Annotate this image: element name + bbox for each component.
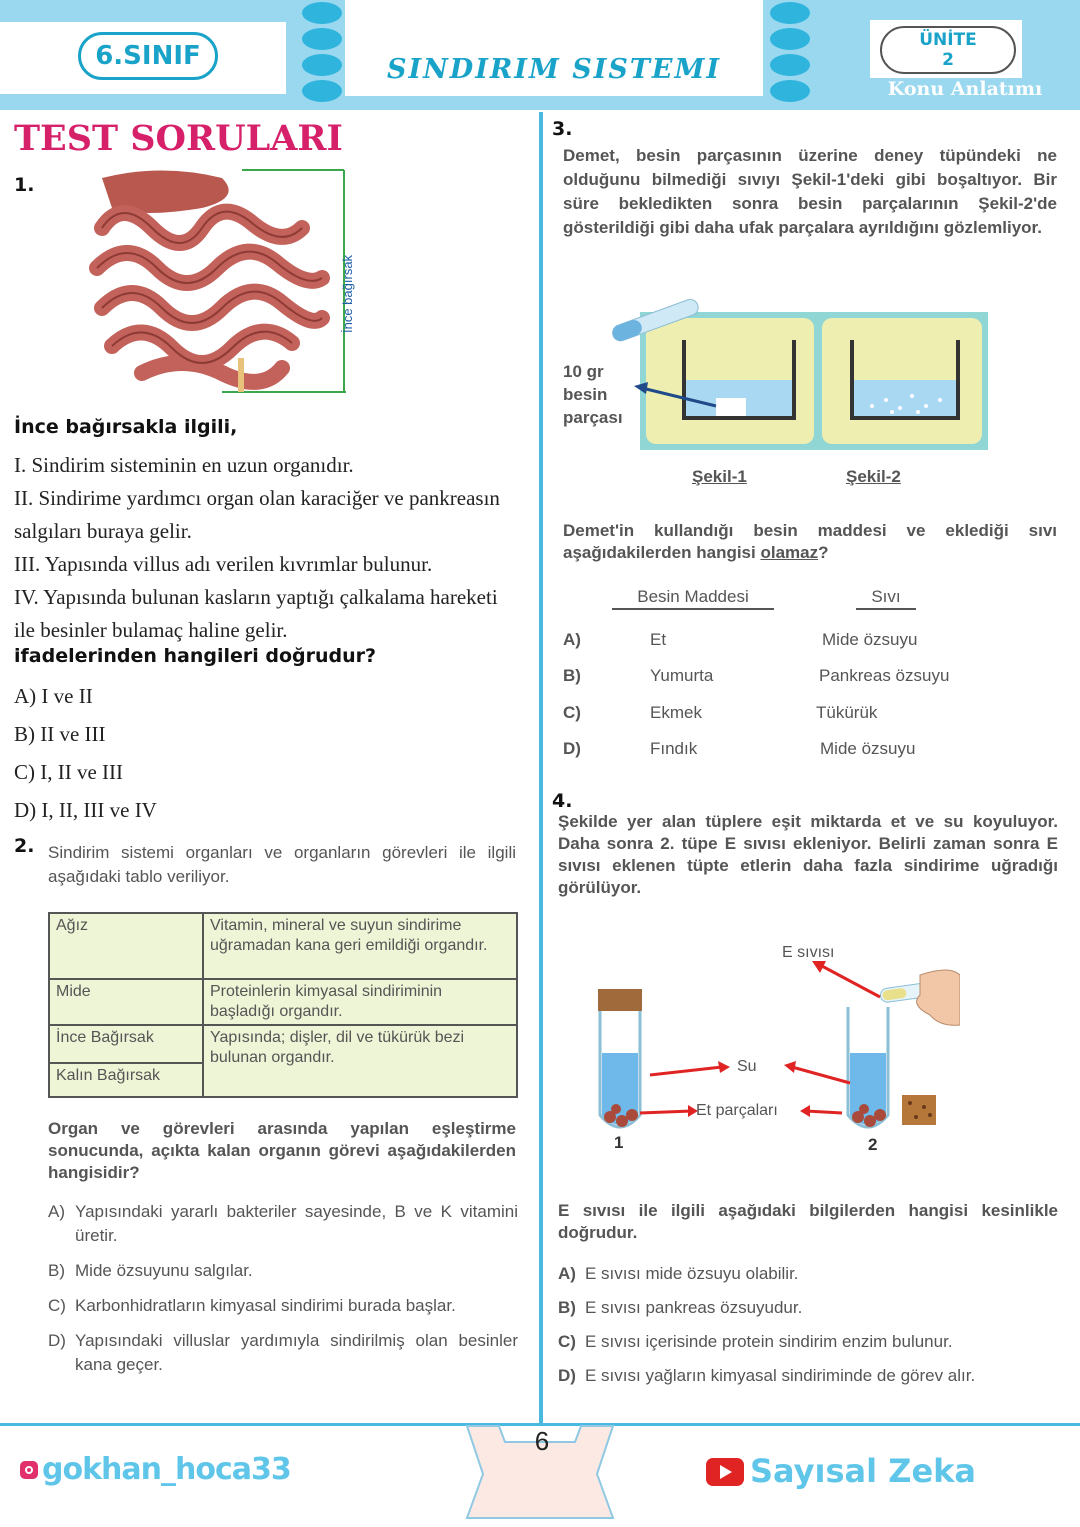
bead-column-right	[768, 0, 812, 110]
unit-label: ÜNİTE	[919, 30, 977, 50]
q4-options	[558, 1262, 1058, 1388]
option-food: Ekmek	[650, 703, 702, 722]
youtube-channel[interactable]: Sayısal Zeka	[750, 1452, 977, 1490]
option-letter: B)	[563, 666, 581, 685]
label-tube-2: 2	[868, 1135, 878, 1154]
option-text: E sıvısı pankreas özsuyudur.	[585, 1298, 803, 1317]
q2-option-c[interactable]	[48, 1294, 518, 1318]
col-header-liquid: Sıvı	[856, 586, 916, 610]
option-liquid: Mide özsuyu	[822, 630, 918, 649]
youtube-icon[interactable]	[706, 1458, 744, 1486]
q3-intro: Demet, besin parçasının üzerine deney tüpündeki ne olduğunu bilmediği sıvıyı Şekil-1'deki gibi boşaltıyor. Bir süre bekledikten sonra besin parçalarının Şekil-2'de gösterildiği gibi daha ufak parçalara ayrıldığını gözlemliyor.	[563, 146, 1057, 237]
q4-number: 4.	[552, 790, 573, 812]
option-liquid: Pankreas özsuyu	[819, 666, 950, 685]
q1-statement-3: III. Yapısında villus adı verilen kıvrımlar bulunur.	[14, 552, 433, 576]
q1-statement-2: II. Sindirime yardımcı organ olan karaciğer ve pankreasın salgıları buraya gelir.	[14, 486, 500, 543]
q4-option-b[interactable]	[558, 1296, 1058, 1320]
q4-option-a[interactable]	[558, 1262, 1058, 1286]
q3-question-text: Demet'in kullandığı besin maddesi ve eklediği sıvı aşağıdakilerden hangisi	[563, 521, 1057, 562]
option-letter: B)	[558, 1298, 576, 1317]
q4-option-d[interactable]	[558, 1364, 1058, 1388]
q3-question-end: ?	[818, 543, 829, 562]
q2-option-d[interactable]	[48, 1329, 518, 1377]
option-letter: C)	[558, 1332, 576, 1351]
q2-intro: Sindirim sistemi organları ve organların görevleri ile ilgili aşağıdaki tablo veriliyor.	[48, 843, 516, 886]
q1-statements	[14, 449, 519, 647]
option-text: Karbonhidratların kimyasal sindirimi burada başlar.	[75, 1296, 456, 1315]
q1-options	[14, 677, 157, 829]
figure2-label: Şekil-2	[846, 467, 901, 486]
option-text: E sıvısı mide özsuyu olabilir.	[585, 1264, 799, 1283]
organ-cell: Ağız	[49, 913, 203, 979]
q1-option-d[interactable]: D) I, II, III ve IV	[14, 798, 157, 822]
page-title: SINDIRIM SISTEMI	[386, 54, 722, 85]
instagram-icon[interactable]	[20, 1461, 38, 1479]
q4-intro: Şekilde yer alan tüplere eşit miktarda et ve su koyuluyor. Daha sonra 2. tüpe E sıvısı ekleniyor. Belirli zaman sonra E sıvısı eklenen tüpte etlerin daha fazla sindirime uğradığı görülüyor.	[558, 812, 1058, 897]
option-food: Yumurta	[650, 666, 714, 685]
section-title: TEST SORULARI	[14, 118, 343, 159]
duty-cell: Yapısında; dişler, dil ve tükürük bezi bulunan organdır.	[203, 1025, 517, 1097]
unit-badge	[880, 26, 1016, 74]
q1-stem: İnce bağırsakla ilgili,	[14, 416, 238, 438]
duty-cell: Vitamin, mineral ve suyun sindirime uğramadan kana geri emildiği organdır.	[203, 913, 517, 979]
option-letter: A)	[558, 1264, 576, 1283]
option-text: E sıvısı içerisinde protein sindirim enzim bulunur.	[585, 1332, 953, 1351]
food-piece-label: 10 gr besin parçası	[563, 362, 623, 427]
option-letter: A)	[48, 1202, 65, 1221]
duty-cell: Proteinlerin kimyasal sindiriminin başladığı organdır.	[203, 979, 517, 1025]
option-letter: C)	[563, 703, 581, 722]
option-letter: A)	[563, 630, 581, 649]
q1-statement-1: I. Sindirim sisteminin en uzun organıdır.	[14, 453, 354, 477]
unit-number: 2	[942, 50, 954, 70]
label-meat: Et parçaları	[696, 1102, 778, 1119]
q3-number: 3.	[552, 118, 573, 140]
organ-table	[48, 912, 518, 1098]
q2-option-b[interactable]	[48, 1259, 518, 1283]
beaker-figure	[590, 296, 990, 452]
q2-options	[48, 1200, 518, 1377]
option-text: Yapısındaki villuslar yardımıyla sindirilmiş olan besinler kana geçer.	[75, 1331, 518, 1374]
option-letter: D)	[48, 1331, 66, 1350]
page-number: 6	[534, 1426, 550, 1456]
grade-badge: 6.SINIF	[78, 32, 218, 80]
option-text: E sıvısı yağların kimyasal sindiriminde de görev alır.	[585, 1366, 976, 1385]
unit-subtitle: Konu Anlatımı	[887, 78, 1043, 100]
label-tube-1: 1	[614, 1133, 624, 1152]
column-divider	[539, 112, 543, 1424]
q1-question: ifadelerinden hangileri doğrudur?	[14, 645, 377, 667]
option-liquid: Tükürük	[816, 703, 878, 722]
q2-number: 2.	[14, 835, 35, 857]
organ-cell: Kalın Bağırsak	[49, 1063, 203, 1097]
organ-cell: Mide	[49, 979, 203, 1025]
image-caption: İnce bağırsak	[340, 254, 355, 333]
col-header-food: Besin Maddesi	[612, 586, 774, 610]
small-intestine-image	[82, 168, 348, 394]
option-letter: D)	[563, 739, 581, 758]
option-food: Fındık	[650, 739, 698, 758]
instagram-handle[interactable]: gokhan_hoca33	[42, 1452, 291, 1487]
q3-question	[563, 520, 1057, 564]
q2-option-a[interactable]	[48, 1200, 518, 1248]
option-letter: C)	[48, 1296, 66, 1315]
q2-question: Organ ve görevleri arasında yapılan eşleştirme sonucunda, açıkta kalan organın görevi aşağıdakilerden hangisidir?	[48, 1119, 516, 1182]
q4-option-c[interactable]	[558, 1330, 1058, 1354]
q3-question-emphasis: olamaz	[760, 543, 819, 562]
bead-column-left	[300, 0, 344, 110]
q1-number: 1.	[14, 174, 35, 196]
option-letter: B)	[48, 1261, 65, 1280]
q1-option-c[interactable]: C) I, II ve III	[14, 760, 124, 784]
q4-question: E sıvısı ile ilgili aşağıdaki bilgilerden hangisi kesinlikle doğrudur.	[558, 1201, 1058, 1242]
label-liquid-e: E sıvısı	[782, 944, 835, 961]
q1-statement-4: IV. Yapısında bulunan kasların yaptığı çalkalama hareketi ile besinler bulamaç haline gelir.	[14, 585, 498, 642]
option-liquid: Mide özsuyu	[820, 739, 916, 758]
q1-option-a[interactable]: A) I ve II	[14, 684, 93, 708]
figure1-label: Şekil-1	[692, 467, 747, 486]
organ-cell: İnce Bağırsak	[49, 1025, 203, 1063]
label-water: Su	[737, 1058, 757, 1075]
option-food: Et	[650, 630, 667, 649]
option-text: Mide özsuyunu salgılar.	[75, 1261, 253, 1280]
q1-option-b[interactable]: B) II ve III	[14, 722, 106, 746]
option-text: Yapısındaki yararlı bakteriler sayesinde, B ve K vitamini üretir.	[75, 1202, 518, 1245]
option-letter: D)	[558, 1366, 576, 1385]
